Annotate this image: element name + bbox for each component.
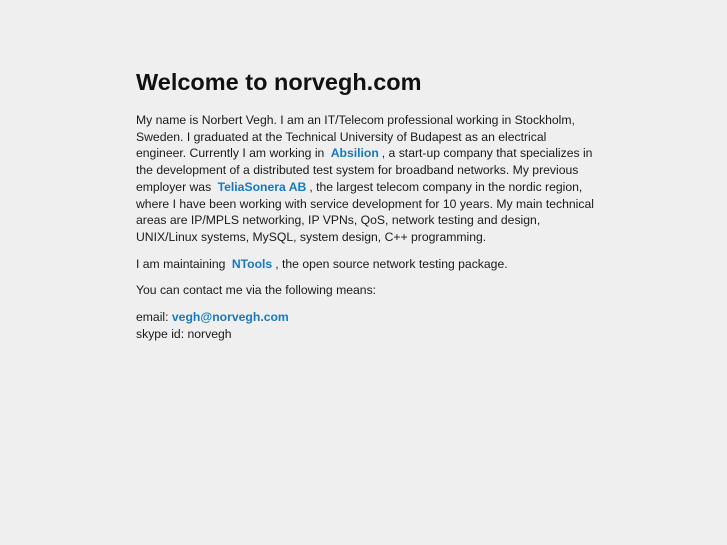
intro-paragraph [136,112,596,246]
contact-intro: You can contact me via the following means: [136,283,377,298]
ntools-prefix: I am maintaining [136,256,229,271]
page-content [136,68,596,352]
teliasonera-link[interactable]: TeliaSonera AB [217,179,307,194]
skype-line: skype id: norvegh [136,326,232,341]
contact-details [136,309,596,342]
absilion-link[interactable]: Absilion [330,146,379,161]
ntools-suffix: , the open source network testing package. [275,256,508,271]
ntools-paragraph [136,256,596,273]
email-link[interactable]: vegh@norvegh.com [171,310,289,325]
email-label: email: [136,310,172,325]
intro-text-3: , the largest telecom company in the nordic region, where I have been working with service development for 10 years. My main technical areas are IP/MPLS networking, IP VPNs, QoS, network testing and design, UNIX/Linux systems, MySQL, system design, C++ programming. [136,179,594,244]
intro-text-1: My name is Norbert Vegh. I am an IT/Telecom professional working in Stockholm, Sweden. I graduated at the Technical University of Budapest as an electrical engineer. Currently I am working in [136,113,575,161]
page-title: Welcome to norvegh.com [136,69,422,95]
intro-text-2: , a start-up company that specializes in the development of a distributed test system for broadband networks. My previous employer was [136,146,593,194]
email-line [136,309,596,326]
ntools-link[interactable]: NTools [231,256,273,271]
